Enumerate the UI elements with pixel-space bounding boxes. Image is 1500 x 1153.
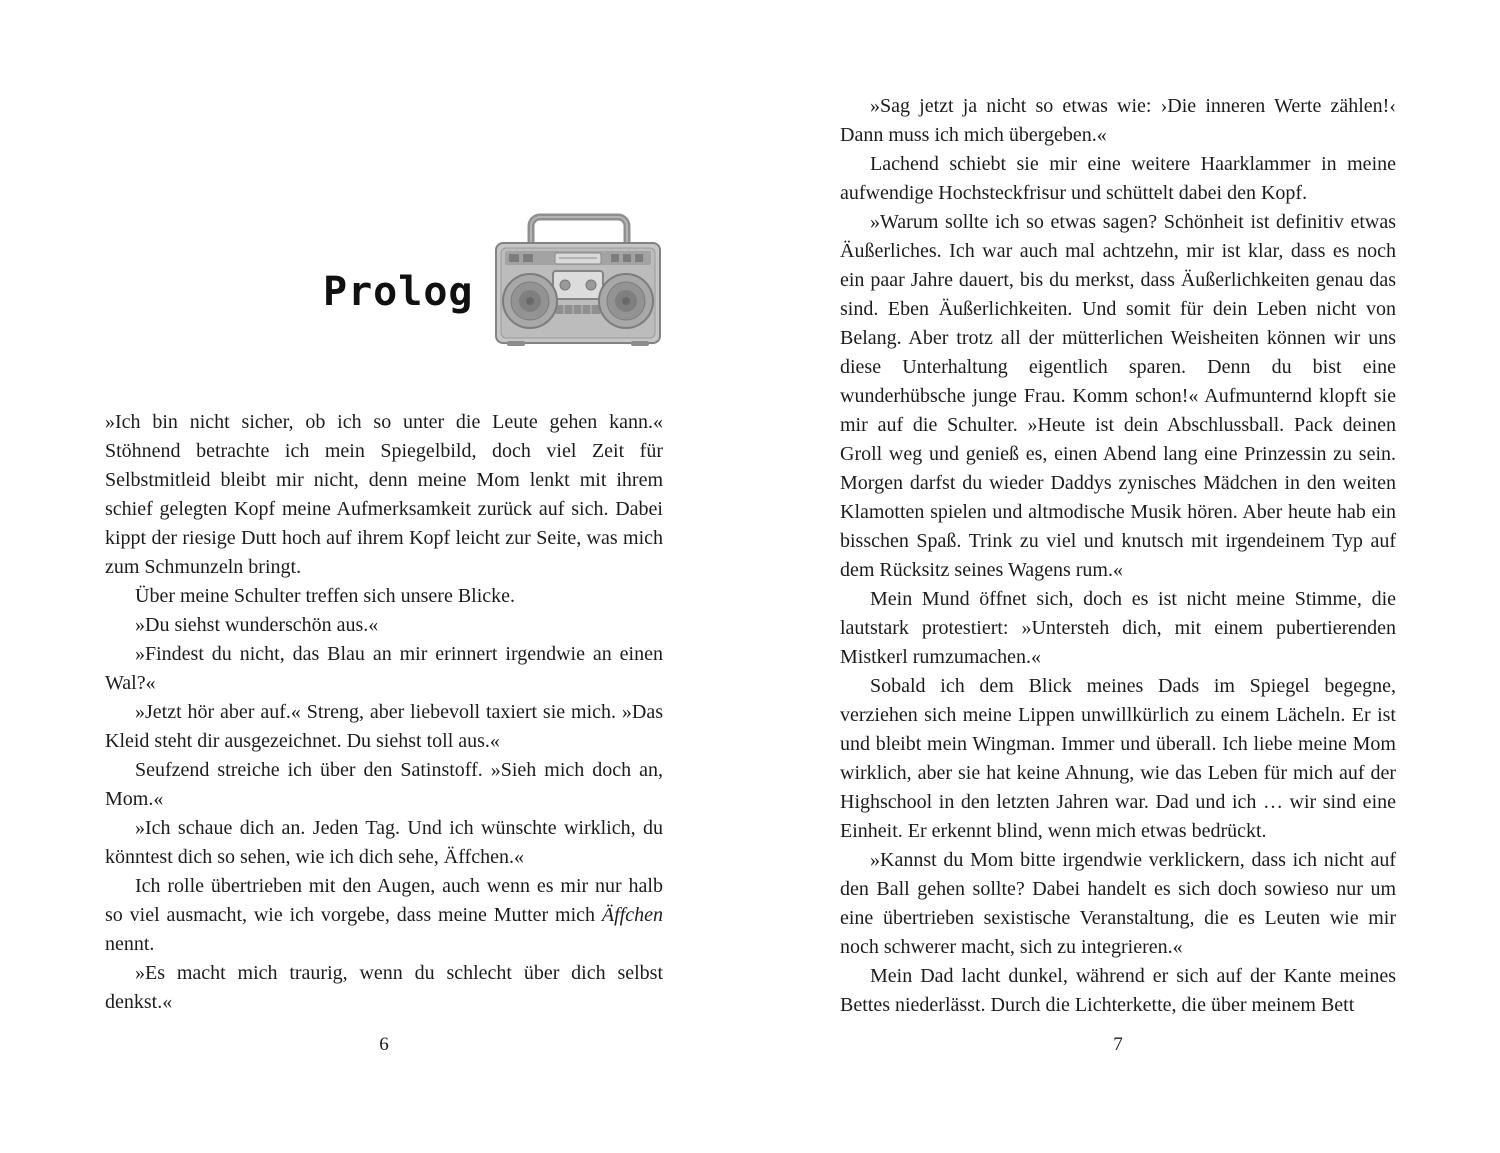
paragraph: »Jetzt hör aber auf.« Streng, aber liebevoll taxiert sie mich. »Das Kleid steht dir ausgezeichnet. Du siehst toll aus.« bbox=[105, 701, 663, 752]
paragraph: »Sag jetzt ja nicht so etwas wie: ›Die inneren Werte zählen!‹ Dann muss ich mich übergeben.« bbox=[840, 95, 1396, 146]
boombox-icon bbox=[493, 213, 663, 361]
paragraph: »Ich bin nicht sicher, ob ich so unter die Leute gehen kann.« Stöhnend betrachte ich mein Spiegelbild, doch viel Zeit für Selbstmitleid bleibt mir nicht, denn meine Mom lenkt mit ihrem schief gelegten Kopf meine Aufmerksamkeit zurück auf sich. Dabei kippt der riesige Dutt hoch auf ihrem Kopf leicht zur Seite, was mich zum Schmunzeln bringt. bbox=[105, 411, 663, 578]
right-page-body bbox=[840, 92, 1396, 1020]
paragraph: »Du siehst wunderschön aus.« bbox=[135, 614, 379, 636]
boombox-illustration bbox=[493, 213, 663, 361]
paragraph: Seufzend streiche ich über den Satinstoff. »Sieh mich doch an, Mom.« bbox=[105, 759, 663, 810]
right-page-number: 7 bbox=[1113, 1034, 1123, 1055]
paragraph: »Es macht mich traurig, wenn du schlecht über dich selbst denkst.« bbox=[105, 962, 663, 1013]
paragraph: Sobald ich dem Blick meines Dads im Spiegel begegne, verziehen sich meine Lippen unwillkürlich zu einem Lächeln. Er ist und bleibt mein Wingman. Immer und überall. Ich liebe meine Mom wirklich, aber sie hat keine Ahnung, wie das Leben für mich auf der Highschool in den letzten Jahren war. Dad und ich … wir sind eine Einheit. Er erkennt blind, wenn mich etwas bedrückt. bbox=[840, 675, 1396, 842]
paragraph: Mein Mund öffnet sich, doch es ist nicht meine Stimme, die lautstark protestiert: »Untersteh dich, mit einem pubertierenden Mistkerl rumzumachen.« bbox=[840, 588, 1396, 668]
chapter-title: Prolog bbox=[323, 269, 474, 315]
paragraph: »Ich schaue dich an. Jeden Tag. Und ich wünschte wirklich, du könntest dich so sehen, wie ich dich sehe, Äffchen.« bbox=[105, 817, 663, 868]
chapter-heading-row bbox=[105, 213, 663, 363]
italic-text: Äffchen bbox=[601, 904, 663, 926]
paragraph: Lachend schiebt sie mir eine weitere Haarklammer in meine aufwendige Hochsteckfrisur und schüttelt dabei den Kopf. bbox=[840, 153, 1396, 204]
paragraph: Mein Dad lacht dunkel, während er sich auf der Kante meines Bettes niederlässt. Durch die Lichterkette, die über meinem Bett bbox=[840, 965, 1396, 1016]
left-page-body bbox=[105, 408, 663, 1017]
left-page-number: 6 bbox=[379, 1034, 389, 1055]
paragraph: Über meine Schulter treffen sich unsere Blicke. bbox=[135, 585, 516, 607]
paragraph: »Findest du nicht, das Blau an mir erinnert irgendwie an einen Wal?« bbox=[105, 643, 663, 694]
left-page bbox=[105, 0, 663, 1153]
paragraph: »Warum sollte ich so etwas sagen? Schönheit ist definitiv etwas Äußerliches. Ich war auch mal achtzehn, mir ist klar, dass es noch ein paar Jahre dauert, bis du merkst, dass Äußerlichkeiten genau das sind. Eben Äußerlichkeiten. Und somit für dein Leben nicht von Belang. Aber trotz all der mütterlichen Weisheiten können wir uns diese Unterhaltung eigentlich sparen. Denn du bist eine wunderhübsche junge Frau. Komm schon!« Aufmunternd klopft sie mir auf die Schulter. »Heute ist dein Abschlussball. Pack deinen Groll weg und genieß es, einen Abend lang eine Prinzessin zu sein. Morgen darfst du wieder Daddys zynisches Mädchen in den weiten Klamotten spielen und altmodische Musik hören. Aber heute hab ein bisschen Spaß. Trink zu viel und knutsch mit irgendeinem Typ auf dem Rücksitz seines Wagens rum.« bbox=[840, 211, 1396, 581]
paragraph: Ich rolle übertrieben mit den Augen, auch wenn es mir nur halb so viel ausmacht, wie ich vorgebe, dass meine Mutter mich Äffchen nennt. bbox=[105, 875, 663, 955]
paragraph: »Kannst du Mom bitte irgendwie verklickern, dass ich nicht auf den Ball gehen sollte? Dabei handelt es sich doch sowieso nur um eine übertrieben sexistische Veranstaltung, die es Leuten wie mir noch schwerer macht, sich zu integrieren.« bbox=[840, 849, 1396, 958]
right-page bbox=[840, 0, 1396, 1153]
